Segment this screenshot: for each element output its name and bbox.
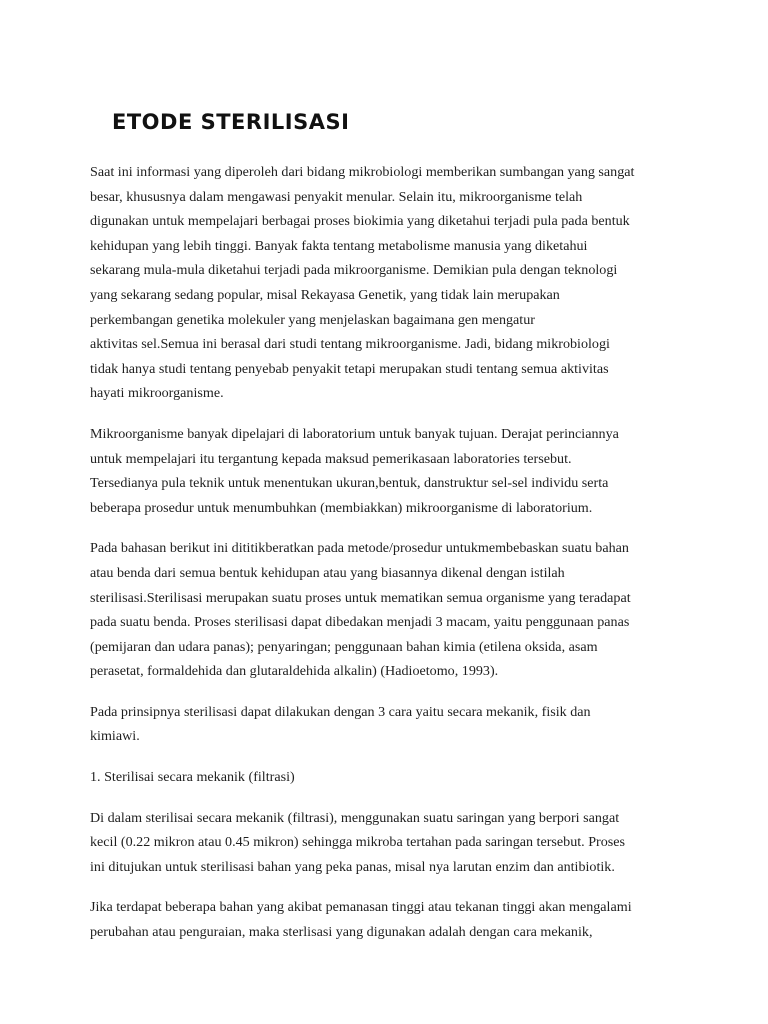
text-line: digunakan untuk mempelajari berbagai proses biokimia yang diketahui terjadi pula pada bentuk <box>90 213 630 230</box>
text-line: Pada bahasan berikut ini dititikberatkan pada metode/prosedur untukmembebaskan suatu bahan <box>90 540 629 557</box>
text-line: atau benda dari semua bentuk kehidupan atau yang biasannya dikenal dengan istilah <box>90 564 565 581</box>
text-line: (pemijaran dan udara panas); penyaringan; penggunaan bahan kimia (etilena oksida, asam <box>90 638 598 655</box>
text-line: sterilisasi.Sterilisasi merupakan suatu proses untuk mematikan semua organisme yang teradapat <box>90 589 631 606</box>
text-line: Jika terdapat beberapa bahan yang akibat pemanasan tinggi atau tekanan tinggi akan mengalami <box>90 899 632 916</box>
text-line: untuk mempelajari itu tergantung kepada maksud pemerikasaan laboratories tersebut. <box>90 450 572 467</box>
text-line: sekarang mula-mula diketahui terjadi pada mikroorganisme. Demikian pula dengan teknologi <box>90 262 618 279</box>
paragraph-principle <box>90 700 678 749</box>
text-line: ini ditujukan untuk sterilisasi bahan yang peka panas, misal nya larutan enzim dan antibiotik. <box>90 858 615 875</box>
text-line: 1. Sterilisai secara mekanik (filtrasi) <box>90 769 295 786</box>
paragraph-filtration <box>90 806 678 880</box>
text-line: hayati mikroorganisme. <box>90 385 224 402</box>
document-body <box>90 160 678 961</box>
text-line: beberapa prosedur untuk menumbuhkan (membiakkan) mikroorganisme di laboratorium. <box>90 499 593 516</box>
text-line: aktivitas sel.Semua ini berasal dari studi tentang mikroorganisme. Jadi, bidang mikrobiologi <box>90 336 610 353</box>
text-line: kehidupan yang lebih tinggi. Banyak fakta tentang metabolisme manusia yang diketahui <box>90 237 588 254</box>
text-line: Pada prinsipnya sterilisasi dapat dilakukan dengan 3 cara yaitu secara mekanik, fisik dan <box>90 703 591 720</box>
paragraph-intro <box>90 160 678 406</box>
text-line: Saat ini informasi yang diperoleh dari bidang mikrobiologi memberikan sumbangan yang sangat <box>90 164 635 180</box>
text-line: Mikroorganisme banyak dipelajari di laboratorium untuk banyak tujuan. Derajat perinciannya <box>90 425 619 442</box>
text-line: kimiawi. <box>90 728 140 745</box>
text-line: tidak hanya studi tentang penyebab penyakit tetapi merupakan studi tentang semua aktivitas <box>90 360 609 377</box>
text-line: perubahan atau penguraian, maka sterlisasi yang digunakan adalah dengan cara mekanik, <box>90 924 593 941</box>
text-line: perkembangan genetika molekuler yang menjelaskan bagaimana gen mengatur <box>90 311 535 328</box>
text-line: besar, khususnya dalam mengawasi penyakit menular. Selain itu, mikroorganisme telah <box>90 188 583 205</box>
document-title: ETODE STERILISASI <box>112 110 350 134</box>
paragraph-sterilisation-definition <box>90 536 678 684</box>
text-line: perasetat, formaldehida dan glutaraldehida alkalin) (Hadioetomo, 1993). <box>90 663 499 680</box>
section-heading-mechanical <box>90 765 678 790</box>
text-line: pada suatu benda. Proses sterilisasi dapat dibedakan menjadi 3 macam, yaitu penggunaan panas <box>90 614 630 631</box>
text-line: yang sekarang sedang popular, misal Rekayasa Genetik, yang tidak lain merupakan <box>90 286 560 303</box>
text-line: kecil (0.22 mikron atau 0.45 mikron) sehingga mikroba tertahan pada saringan tersebut. Proses <box>90 834 626 851</box>
paragraph-laboratory <box>90 422 678 520</box>
text-line: Tersedianya pula teknik untuk menentukan ukuran,bentuk, danstruktur sel-sel individu serta <box>90 475 609 492</box>
paragraph-heat-sensitive <box>90 895 678 944</box>
text-line: Di dalam sterilisai secara mekanik (filtrasi), menggunakan suatu saringan yang berpori sangat <box>90 809 620 826</box>
